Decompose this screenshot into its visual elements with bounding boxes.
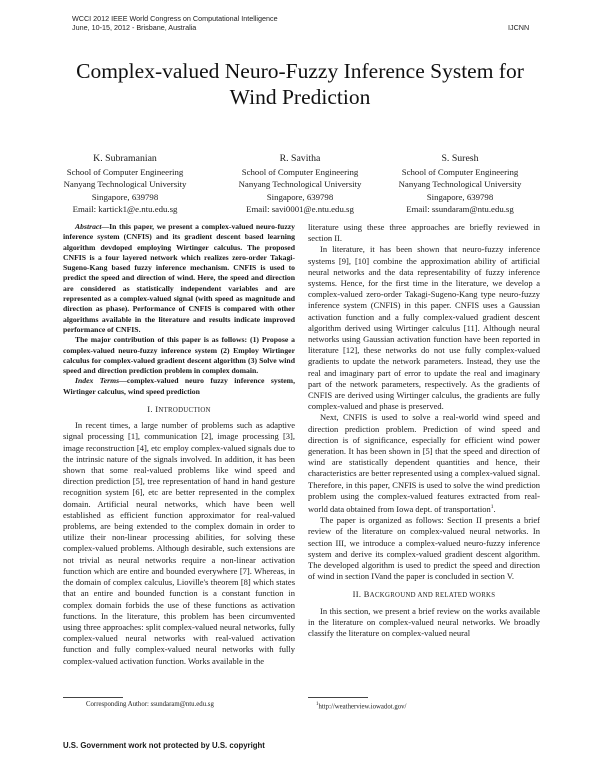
title-line-2: Wind Prediction xyxy=(229,85,371,109)
author-email: Email: savi0001@e.ntu.edu.sg xyxy=(246,204,354,215)
index-terms xyxy=(63,376,295,397)
author-email: Email: ssundaram@ntu.edu.sg xyxy=(406,204,514,215)
author-email: Email: kartick1@e.ntu.edu.sg xyxy=(72,204,178,215)
footnote-rule xyxy=(63,697,123,698)
author-name: R. Savitha xyxy=(279,153,321,164)
contributions: The major contribution of this paper is as follows: (1) Propose a complex-valued neuro-fuzzy inference system (2) Employ Wirtinger calculus for complex-valued gradient descent algorithm (3) Solve wind speed and direction prediction problem in complex domain. xyxy=(63,335,295,376)
paragraph: Next, CNFIS is used to solve a real-world wind speed and direction prediction problem. Prediction of wind speed and direction is of significance, especially for efficient wind power generation. It has been shown in [5] that the speed and direction of wind are statistically dependent quantities and hence, their characteristics are better represented using a complex-valued signal. Therefore, in this paper, CNFIS is used to solve the wind prediction problem using the complex-valued features extracted from real-world data obtained from Iowa dept. of transportation$^1$. xyxy=(308,412,540,514)
abstract xyxy=(63,222,295,335)
track-label: IJCNN xyxy=(508,23,530,32)
conference-name: WCCI 2012 IEEE World Congress on Computational Intelligence xyxy=(72,14,278,23)
section-heading-background: II. BACKGROUND AND RELATED WORKS xyxy=(352,589,496,600)
running-header xyxy=(72,14,278,32)
footnote-rule xyxy=(308,697,368,698)
title-line-1: Complex-valued Neuro-Fuzzy Inference System for xyxy=(76,59,524,83)
paragraph: The paper is organized as follows: Section II presents a brief review of the literature on complex-valued neural networks. In section III, we introduce a complex-valued neuro-fuzzy inference system and derive its complex-valued gradient descent algorithm. The developed algorithm is used to predict the speed and direction of wind in section IVand the paper is concluded in section V. xyxy=(308,515,540,582)
author-dept: School of Computer Engineering xyxy=(66,166,184,177)
section-heading-introduction: I. INTRODUCTION xyxy=(147,404,211,415)
intro-paragraph: In recent times, a large number of problems such as adaptive signal processing [1], communication [2], image processing [3], image reconstruction [4], etc employ complex-valued signals due to the intrinsic nature of the signals involved. In addition, it has been shown that some real-valued problems like wind speed and direction prediction [5], tree representation of hand in hand gesture recognition system [6], etc are better represented in the complex domain. Artificial neural networks, which have been well established as efficient function approximator for real-valued problems, are being extended to the complex domain in order to utilize their non-linear processing abilities, for solving these complex-valued problems. Although desirable, such extensions are not trivial as neural networks require a non-linear activation function which are entire and bounded everywhere [7]. Whereas, in the domain of complex calculus, Lioville's theorem [8] which states that an entire and bounded function is a constant function in complex domain forbids the use of these functions as activation functions. In the literature, this problem has been circumvented using three approaches: split complex-valued neural networks, fully complex-valued neural networks with real-valued activation function and fully complex-valued neural networks with fully complex-valued activation function. Works available in the xyxy=(63,420,295,666)
left-column xyxy=(63,222,295,667)
author-univ: Nanyang Technological University xyxy=(398,179,522,190)
abstract-label: Abstract xyxy=(75,222,102,231)
footnote-ref: 1 xyxy=(490,504,494,511)
paper-title xyxy=(0,58,600,110)
conference-dates: June, 10-15, 2012 - Brisbane, Australia xyxy=(72,23,197,32)
right-column xyxy=(308,222,540,639)
author-dept: School of Computer Engineering xyxy=(401,166,519,177)
author-univ: Nanyang Technological University xyxy=(63,179,187,190)
footnote-url: $^1$http://weatherview.iowadot.gov/ xyxy=(316,702,407,711)
index-terms-label: Index Terms xyxy=(75,376,120,386)
author-city: Singapore, 639798 xyxy=(426,191,494,202)
author-dept: School of Computer Engineering xyxy=(241,166,359,177)
copyright-notice: U.S. Government work not protected by U.S. copyright xyxy=(63,741,265,750)
author-city: Singapore, 639798 xyxy=(266,191,334,202)
index-terms-text: —complex-valued neuro fuzzy inference system, Wirtinger calculus, wind speed prediction xyxy=(63,376,295,396)
paragraph: In this section, we present a brief review on the works available in the literature on complex-valued neural networks. We broadly classify the literature on complex-valued neural xyxy=(308,605,540,638)
paragraph: literature using these three approaches are briefly reviewed in section II. xyxy=(308,222,540,244)
abstract-text: —In this paper, we present a complex-valued neuro-fuzzy inference system (CNFIS) and its gradient descent based learning algorithm devdoped employing Wirtinger calculus. The proposed CNFIS is a four layered network which realizes zero-order Takagi-Sugeno-Kang based fuzzy inference mechanism. CNFIS is used to predict the speed and direction of wind. Here, the speed and direction are considered as statistically independent variables and are represented as a complex-valued signal (with speed as magnitude and direction as phase). Performance of CNFIS is compared with other algorithms available in the literature and results indicate improved performance of CNFIS. xyxy=(63,222,295,334)
author-block xyxy=(30,153,220,216)
author-univ: Nanyang Technological University xyxy=(238,179,362,190)
footnote-corresponding-author: Corresponding Author: ssundaram@ntu.edu.sg xyxy=(86,701,214,708)
author-city: Singapore, 639798 xyxy=(91,191,159,202)
author-block xyxy=(365,153,555,216)
paragraph: In literature, it has been shown that neuro-fuzzy inference systems [9], [10] combine the approximation ability of artificial neural networks and the data representability of fuzzy inference systems. Hence, for the first time in the literature, we develop a complex-valued zero-order Takagi-Sugeno-Kang type neuro-fuzzy inference system (CNFIS) in this paper. CNFIS uses a Gaussian activation function and a fully complex-valued gradient descent algorithm derived using Wirtinger calculus [11]. Although neural networks using Gaussian activation function have been reported in literature [12], these networks do not use fully complex-valued gradients to update the network parameters. Instead, they use the real and imaginary part of error to update the real and imaginary part of the network parameters, respectively. As the gradients of CNFIS are derived using Wirtinger calculus, the gradients are fully complex-valued and phase is preserved. xyxy=(308,244,540,412)
author-name: K. Subramanian xyxy=(93,153,157,164)
author-name: S. Suresh xyxy=(441,153,479,164)
